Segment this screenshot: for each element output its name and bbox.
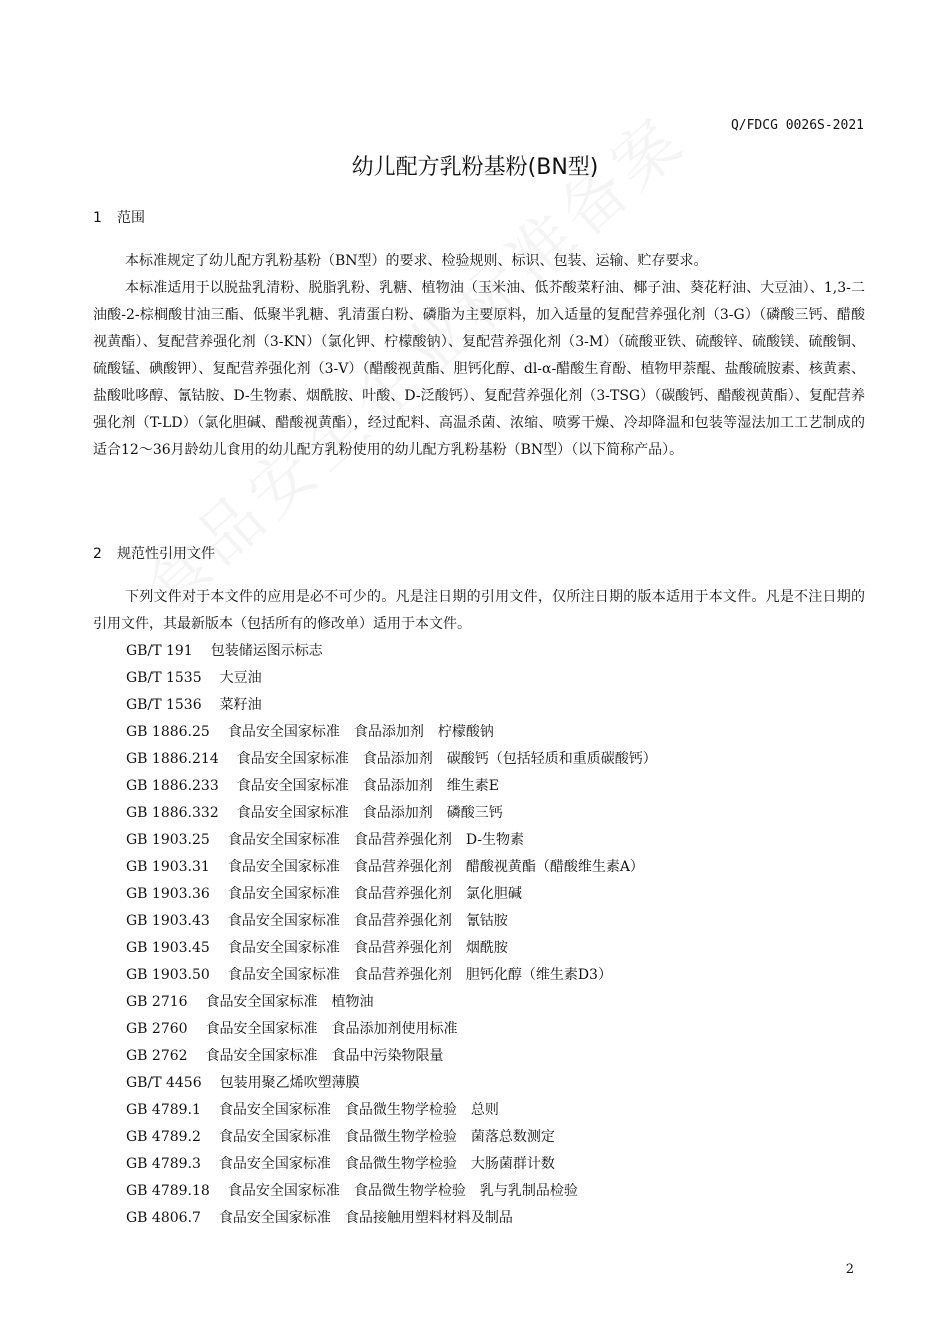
reference-title: 包装用聚乙烯吹塑薄膜 xyxy=(219,1075,360,1091)
reference-title: 食品安全国家标准 食品中污染物限量 xyxy=(205,1048,444,1064)
reference-code: GB 4789.2 xyxy=(126,1129,201,1145)
reference-title: 食品安全国家标准 食品接触用塑料材料及制品 xyxy=(218,1210,513,1226)
reference-list xyxy=(126,638,657,1232)
reference-code: GB 1886.214 xyxy=(126,751,219,767)
reference-code: GB 2762 xyxy=(126,1048,188,1064)
section-number: 2 xyxy=(93,546,102,562)
reference-code: GB 4789.3 xyxy=(126,1156,201,1172)
reference-item xyxy=(126,773,657,800)
reference-code: GB 1886.332 xyxy=(126,805,219,821)
section-title: 范围 xyxy=(117,210,145,226)
section-heading-references xyxy=(93,543,215,563)
reference-item xyxy=(126,1016,657,1043)
reference-item xyxy=(126,1043,657,1070)
reference-item xyxy=(126,881,657,908)
reference-item xyxy=(126,665,657,692)
reference-title: 食品安全国家标准 植物油 xyxy=(205,994,374,1010)
reference-item xyxy=(126,989,657,1016)
reference-title: 食品安全国家标准 食品营养强化剂 醋酸视黄酯（醋酸维生素A） xyxy=(227,859,644,875)
reference-code: GB/T 4456 xyxy=(126,1075,202,1091)
reference-title: 食品安全国家标准 食品营养强化剂 氯化胆碱 xyxy=(227,886,522,902)
reference-code: GB 4789.18 xyxy=(126,1183,210,1199)
reference-code: GB/T 1536 xyxy=(126,697,202,713)
reference-code: GB 4806.7 xyxy=(126,1210,201,1226)
reference-code: GB/T 1535 xyxy=(126,670,202,686)
standard-code: Q/FDCG 0026S-2021 xyxy=(730,118,864,133)
reference-code: GB/T 191 xyxy=(126,643,193,659)
reference-title: 食品安全国家标准 食品添加剂 维生素E xyxy=(236,778,499,794)
reference-code: GB 1903.31 xyxy=(126,859,210,875)
reference-code: GB 2716 xyxy=(126,994,188,1010)
reference-title: 食品安全国家标准 食品营养强化剂 D-生物素 xyxy=(227,832,525,848)
reference-title: 食品安全国家标准 食品营养强化剂 氰钴胺 xyxy=(227,913,508,929)
section-number: 1 xyxy=(93,210,102,226)
reference-title: 食品安全国家标准 食品微生物学检验 乳与乳制品检验 xyxy=(227,1183,578,1199)
reference-item xyxy=(126,935,657,962)
reference-item xyxy=(126,692,657,719)
reference-item xyxy=(126,1070,657,1097)
reference-title: 食品安全国家标准 食品微生物学检验 大肠菌群计数 xyxy=(218,1156,555,1172)
reference-title: 食品安全国家标准 食品添加剂 磷酸三钙 xyxy=(236,805,503,821)
reference-item xyxy=(126,962,657,989)
document-title: 幼儿配方乳粉基粉(BN型) xyxy=(351,155,599,180)
reference-item xyxy=(126,719,657,746)
reference-code: GB 1903.25 xyxy=(126,832,210,848)
reference-item xyxy=(126,800,657,827)
reference-title: 包装储运图示标志 xyxy=(210,643,323,659)
reference-item xyxy=(126,638,657,665)
reference-title: 大豆油 xyxy=(219,670,262,686)
reference-item xyxy=(126,1151,657,1178)
reference-title: 食品安全国家标准 食品营养强化剂 胆钙化醇（维生素D3） xyxy=(227,967,612,983)
reference-code: GB 1903.36 xyxy=(126,886,210,902)
reference-code: GB 1903.50 xyxy=(126,967,210,983)
reference-title: 食品安全国家标准 食品添加剂 柠檬酸钠 xyxy=(227,724,494,740)
reference-item xyxy=(126,1205,657,1232)
section-heading-scope xyxy=(93,207,145,227)
reference-item xyxy=(126,1124,657,1151)
reference-item xyxy=(126,746,657,773)
reference-code: GB 1903.43 xyxy=(126,913,210,929)
reference-title: 食品安全国家标准 食品营养强化剂 烟酰胺 xyxy=(227,940,508,956)
reference-code: GB 1886.25 xyxy=(126,724,210,740)
reference-title: 菜籽油 xyxy=(219,697,262,713)
reference-title: 食品安全国家标准 食品微生物学检验 总则 xyxy=(218,1102,499,1118)
references-intro-paragraph: 下列文件对于本文件的应用是必不可少的。凡是注日期的引用文件，仅所注日期的版本适用于本文件。凡是不注日期的引用文件，其最新版本（包括所有的修改单）适用于本文件。 xyxy=(93,589,865,632)
reference-item xyxy=(126,1178,657,1205)
reference-item xyxy=(126,1097,657,1124)
reference-title: 食品安全国家标准 食品微生物学检验 菌落总数测定 xyxy=(218,1129,555,1145)
scope-paragraph-1: 本标准规定了幼儿配方乳粉基粉（BN型）的要求、检验规则、标识、包装、运输、贮存要求。 xyxy=(125,253,708,269)
scope-paragraph-2: 本标准适用于以脱盐乳清粉、脱脂乳粉、乳糖、植物油（玉米油、低芥酸菜籽油、椰子油、葵花籽油、大豆油）、1,3-二油酸-2-棕榈酸甘油三酯、低聚半乳糖、乳清蛋白粉、磷脂为主要原料，加入适量的复配营养强化剂（3-G）（磷酸三钙、醋酸视黄酯）、复配营养强化剂（3-KN）（氯化钾、柠檬酸钠）、复配营养强化剂（3-M）（硫酸亚铁、硫酸锌、硫酸镁、硫酸铜、硫酸锰、碘酸钾）、复配营养强化剂（3-V）（醋酸视黄酯、胆钙化醇、dl-α-醋酸生育酚、植物甲萘醌、盐酸硫胺素、核黄素、盐酸吡哆醇、氰钴胺、D-生物素、烟酰胺、叶酸、D-泛酸钙）、复配营养强化剂（3-TSG）（碳酸钙、醋酸视黄酯）、复配营养强化剂（T-LD）（氯化胆碱、醋酸视黄酯），经过配料、高温杀菌、浓缩、喷雾干燥、冷却降温和包装等湿法加工工艺制成的适合12～36月龄幼儿食用的幼儿配方乳粉使用的幼儿配方乳粉基粉（BN型）（以下简称产品）。 xyxy=(93,280,865,458)
reference-title: 食品安全国家标准 食品添加剂 碳酸钙（包括轻质和重质碳酸钙） xyxy=(236,751,657,767)
reference-item xyxy=(126,908,657,935)
section-title: 规范性引用文件 xyxy=(117,546,215,562)
reference-item xyxy=(126,827,657,854)
reference-code: GB 1886.233 xyxy=(126,778,219,794)
reference-code: GB 4789.1 xyxy=(126,1102,201,1118)
reference-code: GB 2760 xyxy=(126,1021,188,1037)
page-number: 2 xyxy=(845,1262,854,1277)
reference-title: 食品安全国家标准 食品添加剂使用标准 xyxy=(205,1021,458,1037)
reference-item xyxy=(126,854,657,881)
reference-code: GB 1903.45 xyxy=(126,940,210,956)
